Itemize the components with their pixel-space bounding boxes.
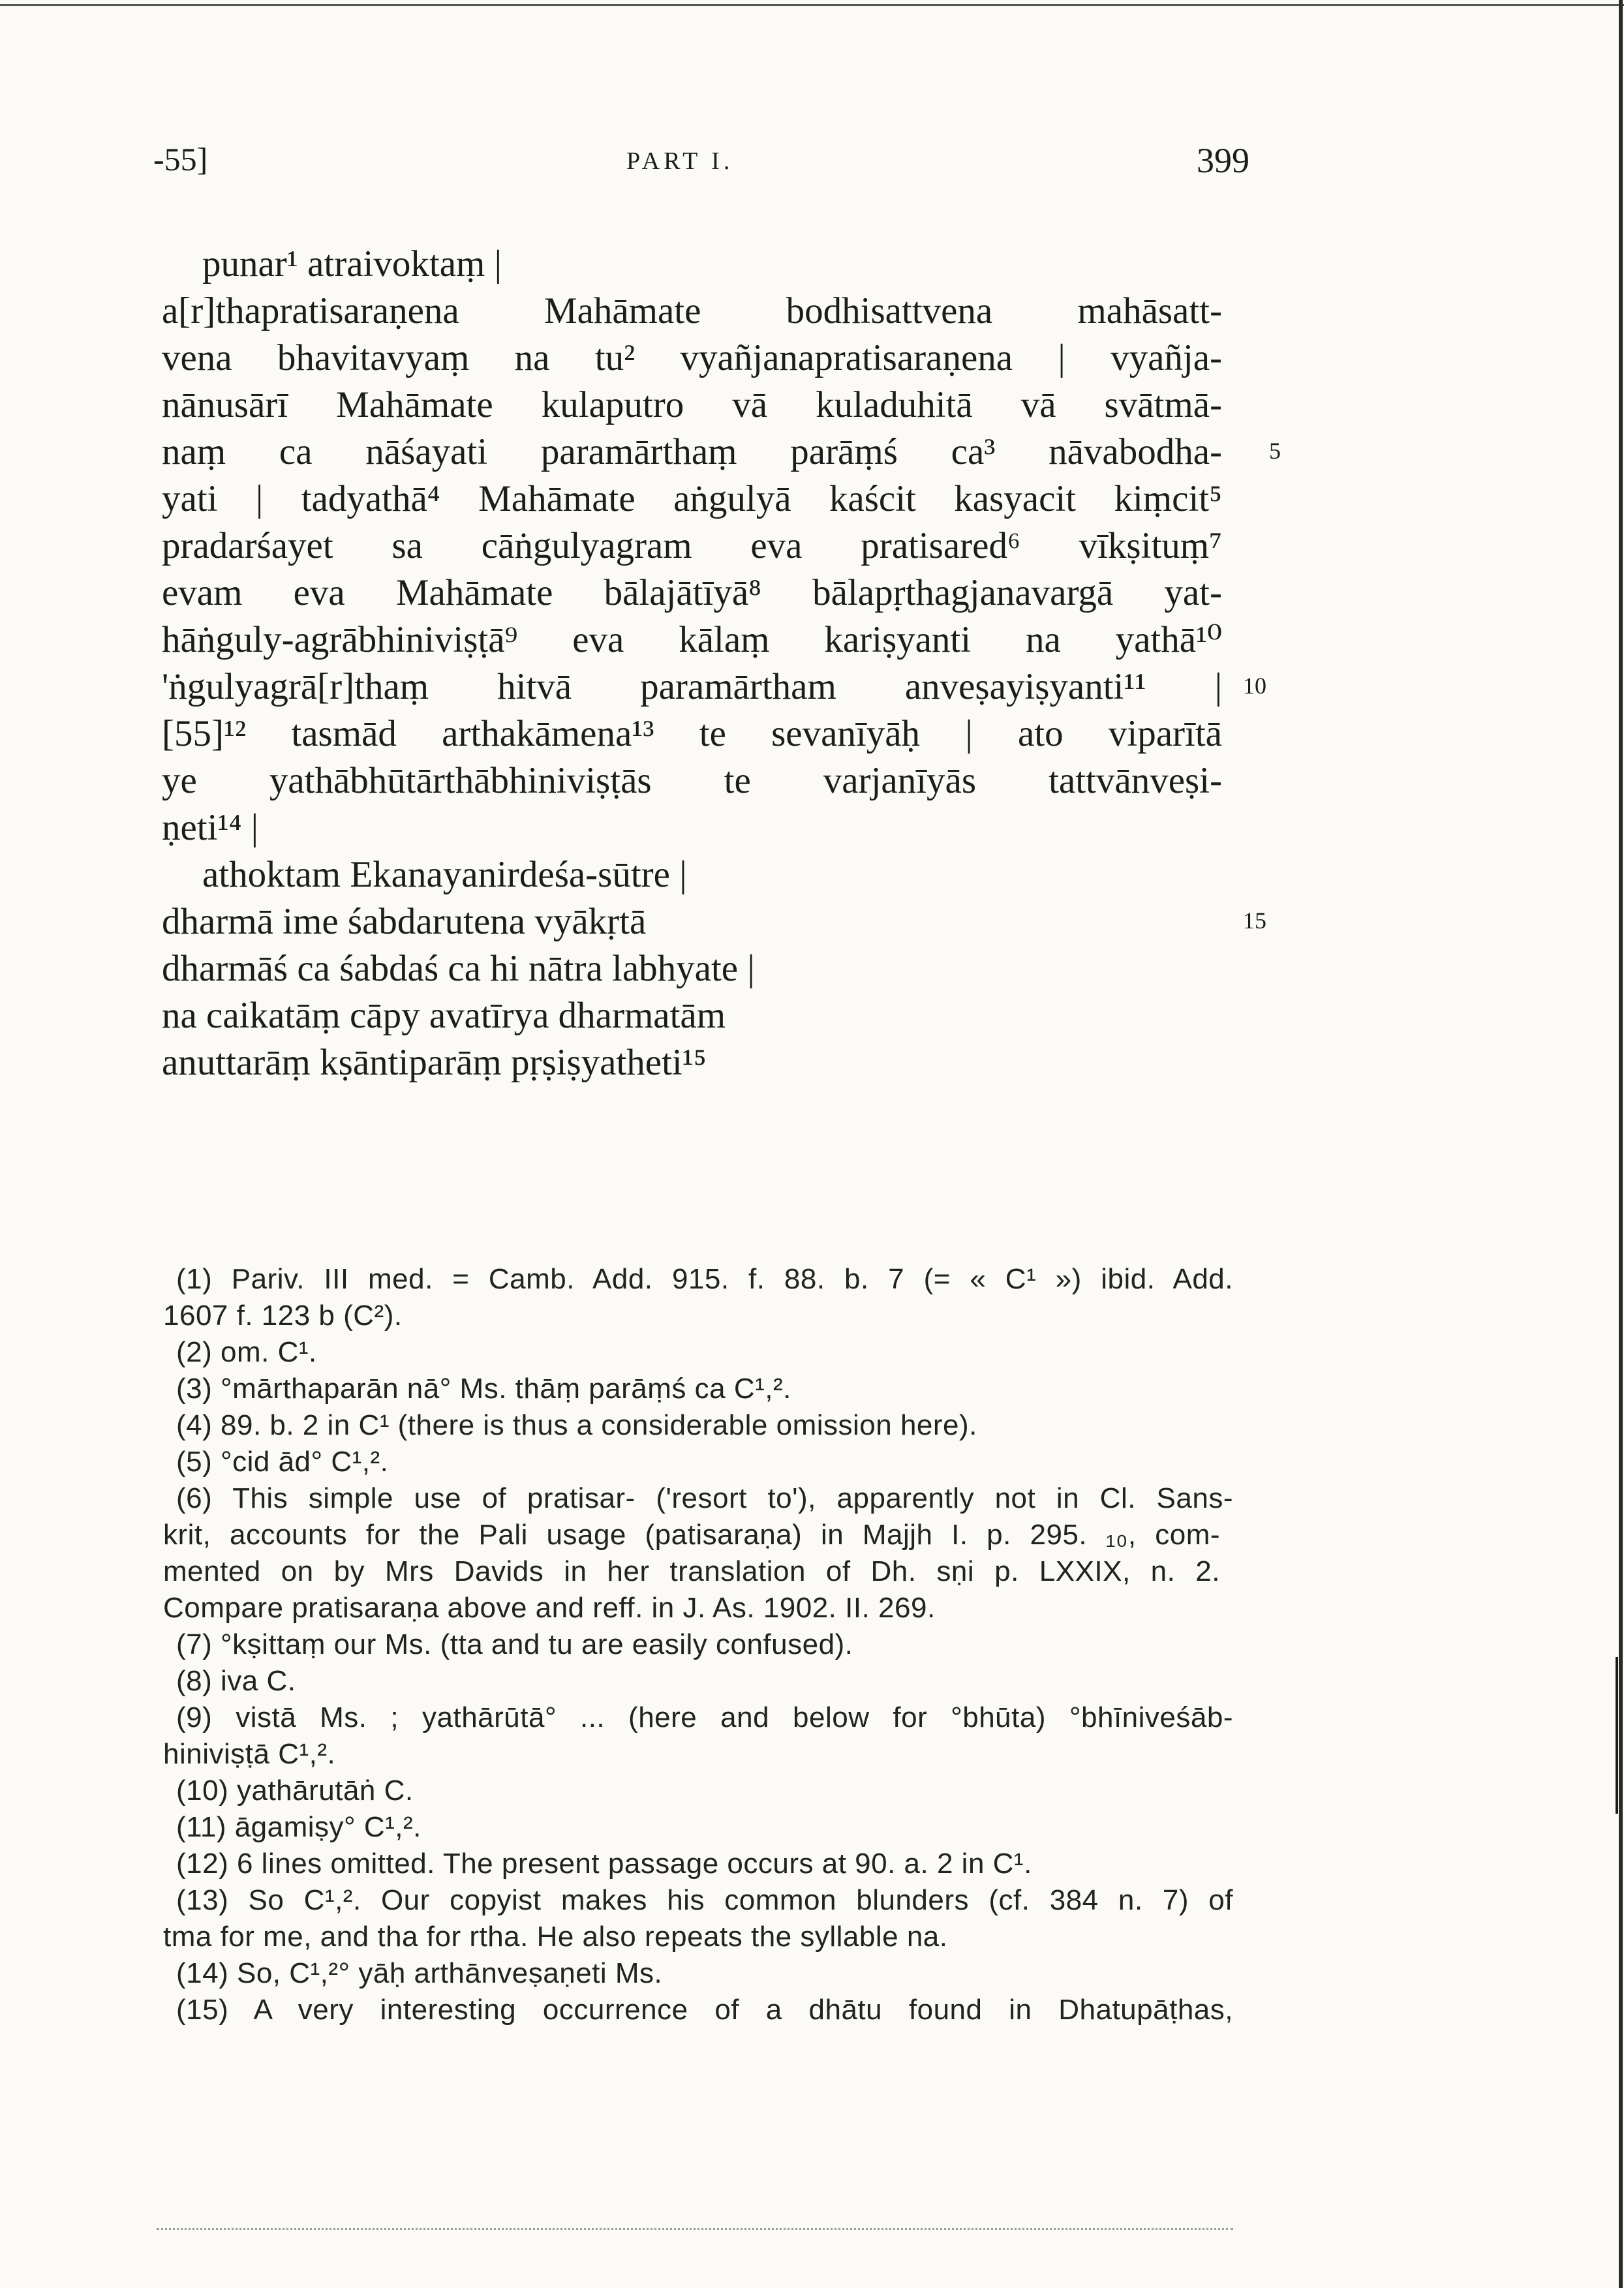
footnote-line: (11) āgamiṣy° C¹,². [176, 1811, 421, 1843]
scan-bottom-dots [157, 2228, 1233, 2230]
footnote-line: (4) 89. b. 2 in C¹ (there is thus a considerable omission here). [176, 1409, 977, 1441]
footnote-line: (9) vistā Ms. ; yathārūtā° ... (here and below for °bhūta) °bhīniveśāb- [176, 1701, 1233, 1733]
scan-top-edge [0, 4, 1624, 6]
footnote-line: (12) 6 lines omitted. The present passage occurs at 90. a. 2 in C¹. [176, 1848, 1032, 1880]
header-part-title: PART I. [626, 147, 734, 175]
text-line: nānusārī Mahāmate kulaputro vā kuladuhitā vā svātmā- [162, 384, 1222, 425]
verse-line: anuttarāṃ kṣāntiparāṃ pṛṣiṣyatheti¹⁵ [162, 1042, 707, 1083]
footnote-line: (1) Pariv. III med. = Camb. Add. 915. f. 88. b. 7 (= « C¹ ») ibid. Add. [176, 1263, 1233, 1295]
footnote-line: tma for me, and tha for rtha. He also repeats the syllable na. [163, 1921, 948, 1953]
footnote-line: (10) yathārutāṅ C. [176, 1775, 414, 1807]
footnote-line: (3) °mārthaparān nā° Ms. thāṃ parāṃś ca C¹,². [176, 1373, 791, 1405]
verse-line: na caikatāṃ cāpy avatīrya dharmatām [162, 995, 726, 1036]
footnote-line: (5) °cid ād° C¹,². [176, 1446, 389, 1478]
footnote-line: (15) A very interesting occurrence of a dhātu found in Dhatupāṭhas, [176, 1994, 1233, 2026]
text-line: ṇeti¹⁴ | [162, 807, 259, 848]
scan-right-mark [1616, 1657, 1618, 1814]
text-line: naṃ ca nāśayati paramārthaṃ parāṃś ca³ nāvabodha- [162, 431, 1222, 472]
text-line: vena bhavitavyaṃ na tu² vyañjanapratisaraṇena | vyañja- [162, 337, 1222, 378]
verse-line: dharmāś ca śabdaś ca hi nātra labhyate | [162, 948, 755, 989]
footnote-line: (6) This simple use of pratisar- ('resort to'), apparently not in Cl. Sans- [176, 1482, 1233, 1514]
footnote-line: 1607 f. 123 b (C²). [163, 1300, 403, 1332]
footnote-line: (13) So C¹,². Our copyist makes his common blunders (cf. 384 n. 7) of [176, 1884, 1233, 1916]
text-line: hāṅguly-agrābhiniviṣṭā⁹ eva kālaṃ kariṣyanti na yathā¹⁰ [162, 619, 1222, 660]
text-line: ye yathābhūtārthābhiniviṣṭās te varjanīyās tattvānveṣi- [162, 760, 1222, 801]
footnote-line: (14) So, C¹,²° yāḥ arthānveṣaṇeti Ms. [176, 1957, 663, 1989]
verse-line: dharmā ime śabdarutena vyākṛtā [162, 901, 647, 942]
page-number: 399 [1197, 141, 1249, 180]
text-line: 'ṅgulyagrā[r]thaṃ hitvā paramārtham anveṣayiṣyanti¹¹ | [162, 666, 1222, 707]
footnote-line: Compare pratisaraṇa above and reff. in J. As. 1902. II. 269. [163, 1592, 936, 1624]
header-section-ref: -55] [153, 141, 208, 177]
text-line: punar¹ atraivoktaṃ | [202, 243, 502, 284]
scan-right-edge [1619, 0, 1623, 2288]
text-line: a[r]thapratisaraṇena Mahāmate bodhisattvena mahāsatt- [162, 290, 1222, 331]
footnote-line: (2) om. C¹. [176, 1336, 317, 1368]
footnote-line: krit, accounts for the Pali usage (patisaraṇa) in Majjh I. p. 295. ₁₀, com- [163, 1519, 1220, 1551]
footnote-line: (8) iva C. [176, 1665, 296, 1697]
margin-line-number: 10 [1243, 673, 1266, 699]
footnote-line: mented on by Mrs Davids in her translation of Dh. sṇi p. LXXIX, n. 2. [163, 1555, 1220, 1587]
footnote-line: (7) °kṣittaṃ our Ms. (tta and tu are easily confused). [176, 1628, 853, 1660]
margin-line-number: 5 [1269, 438, 1281, 464]
text-line: evam eva Mahāmate bālajātīyā⁸ bālapṛthagjanavargā yat- [162, 572, 1222, 613]
text-line: [55]¹² tasmād arthakāmena¹³ te sevanīyāḥ | ato viparītā [162, 713, 1222, 754]
footnote-line: hiniviṣṭā C¹,². [163, 1738, 336, 1770]
text-line: athoktam Ekanayanirdeśa-sūtre | [202, 854, 687, 895]
margin-line-number: 15 [1243, 908, 1266, 934]
running-header [153, 140, 1249, 192]
text-line: pradarśayet sa cāṅgulyagram eva pratisared⁶ vīkṣituṃ⁷ [162, 525, 1222, 566]
text-line: yati | tadyathā⁴ Mahāmate aṅgulyā kaścit kasyacit kiṃcit⁵ [162, 478, 1222, 519]
